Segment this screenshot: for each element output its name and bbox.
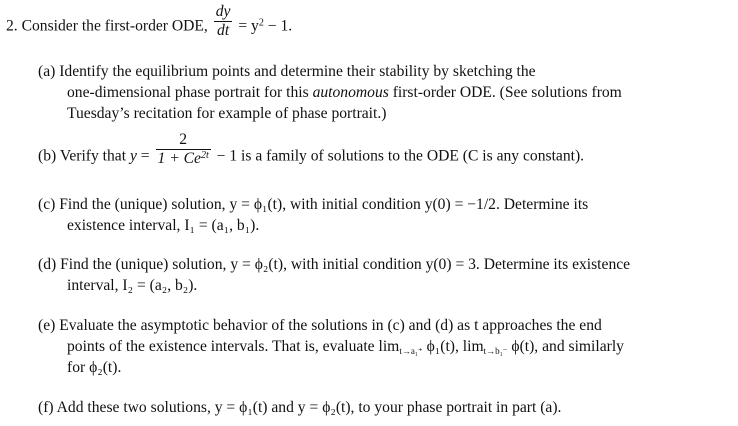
part-a-text2-emphasis: autonomous <box>312 84 389 101</box>
part-a-text2-post: first-order ODE. (See solutions from <box>392 84 622 101</box>
part-c-line2 <box>67 218 259 234</box>
ode-tail: − 1. <box>267 17 293 35</box>
part-f-text1: Add these two solutions, y = ϕ₁(t) and y = ϕ₂(t), to your phase portrait in part (a). <box>56 399 562 416</box>
part-c-text2: existence interval, I₁ = (a₁, b₁). <box>67 217 260 234</box>
part-c-line1 <box>38 197 588 213</box>
part-a-line3 <box>67 106 386 122</box>
part-e-text3: for ϕ₂(t). <box>67 359 122 376</box>
limit-2-sub: t→b₁⁻ <box>483 346 508 356</box>
part-b-pre: Verify that <box>59 147 127 165</box>
part-e-line2 <box>67 339 624 355</box>
part-b-line <box>38 131 585 168</box>
part-d-label: (d) <box>38 256 57 273</box>
ode-fraction <box>214 4 233 40</box>
limit-2-fn: ϕ(t), and similarly <box>511 338 624 355</box>
part-d-line1 <box>38 257 630 273</box>
part-b-fraction-den: $1 + Ce^{2t}$ <box>157 150 209 168</box>
part-b-fraction-num: 2 <box>156 132 211 150</box>
part-b-label: (b) <box>38 147 57 165</box>
ode-numerator: dy <box>214 4 233 22</box>
part-e-text1: Evaluate the asymptotic behavior of the solutions in (c) and (d) as t approaches the end <box>59 317 602 334</box>
part-a-text1: Identify the equilibrium points and determine their stability by sketching the <box>59 63 536 80</box>
part-b-fraction <box>156 132 211 168</box>
ode-exponent: 2 <box>258 17 264 29</box>
part-c-label: (c) <box>38 196 56 213</box>
part-a-label: (a) <box>38 63 56 80</box>
ode-denominator: dt <box>217 22 230 40</box>
part-f-label: (f) <box>38 399 54 416</box>
part-e-text2-pre: points of the existence intervals. That is, evaluate <box>67 338 375 355</box>
limit-2: lim <box>462 338 484 355</box>
problem-header <box>6 3 293 40</box>
ode-rhs: = y <box>238 17 259 35</box>
part-d-text2: interval, I₂ = (a₂, b₂). <box>67 277 198 294</box>
problem-intro: Consider the first-order ODE, <box>21 17 208 35</box>
part-b-var: y <box>129 147 137 165</box>
part-a-text2-pre: one-dimensional phase portrait for this <box>67 84 309 101</box>
part-b-post: − 1 is a family of solutions to the ODE (C is any constant). <box>216 147 585 165</box>
limit-1-fn: ϕ₁(t), <box>426 338 459 355</box>
part-a-line2 <box>67 85 622 101</box>
part-e-label: (e) <box>38 317 56 334</box>
part-b-eq: = <box>140 147 150 165</box>
limit-1-sub: t→a₁⁺ <box>399 346 423 356</box>
part-c-text1: Find the (unique) solution, y = ϕ₁(t), with initial condition y(0) = −1/2. Determine its <box>59 196 589 213</box>
part-d-line2 <box>67 278 197 294</box>
part-d-text1: Find the (unique) solution, y = ϕ₂(t), with initial condition y(0) = 3. Determine its existence <box>60 256 631 273</box>
part-e-line1 <box>38 318 602 334</box>
part-f-line1 <box>38 400 561 416</box>
part-a-line1 <box>38 64 536 80</box>
problem-number: 2. <box>6 17 18 35</box>
part-a-text3: Tuesday’s recitation for example of phase portrait.) <box>67 105 387 122</box>
limit-1: lim <box>378 338 400 355</box>
part-e-line3 <box>67 360 121 376</box>
